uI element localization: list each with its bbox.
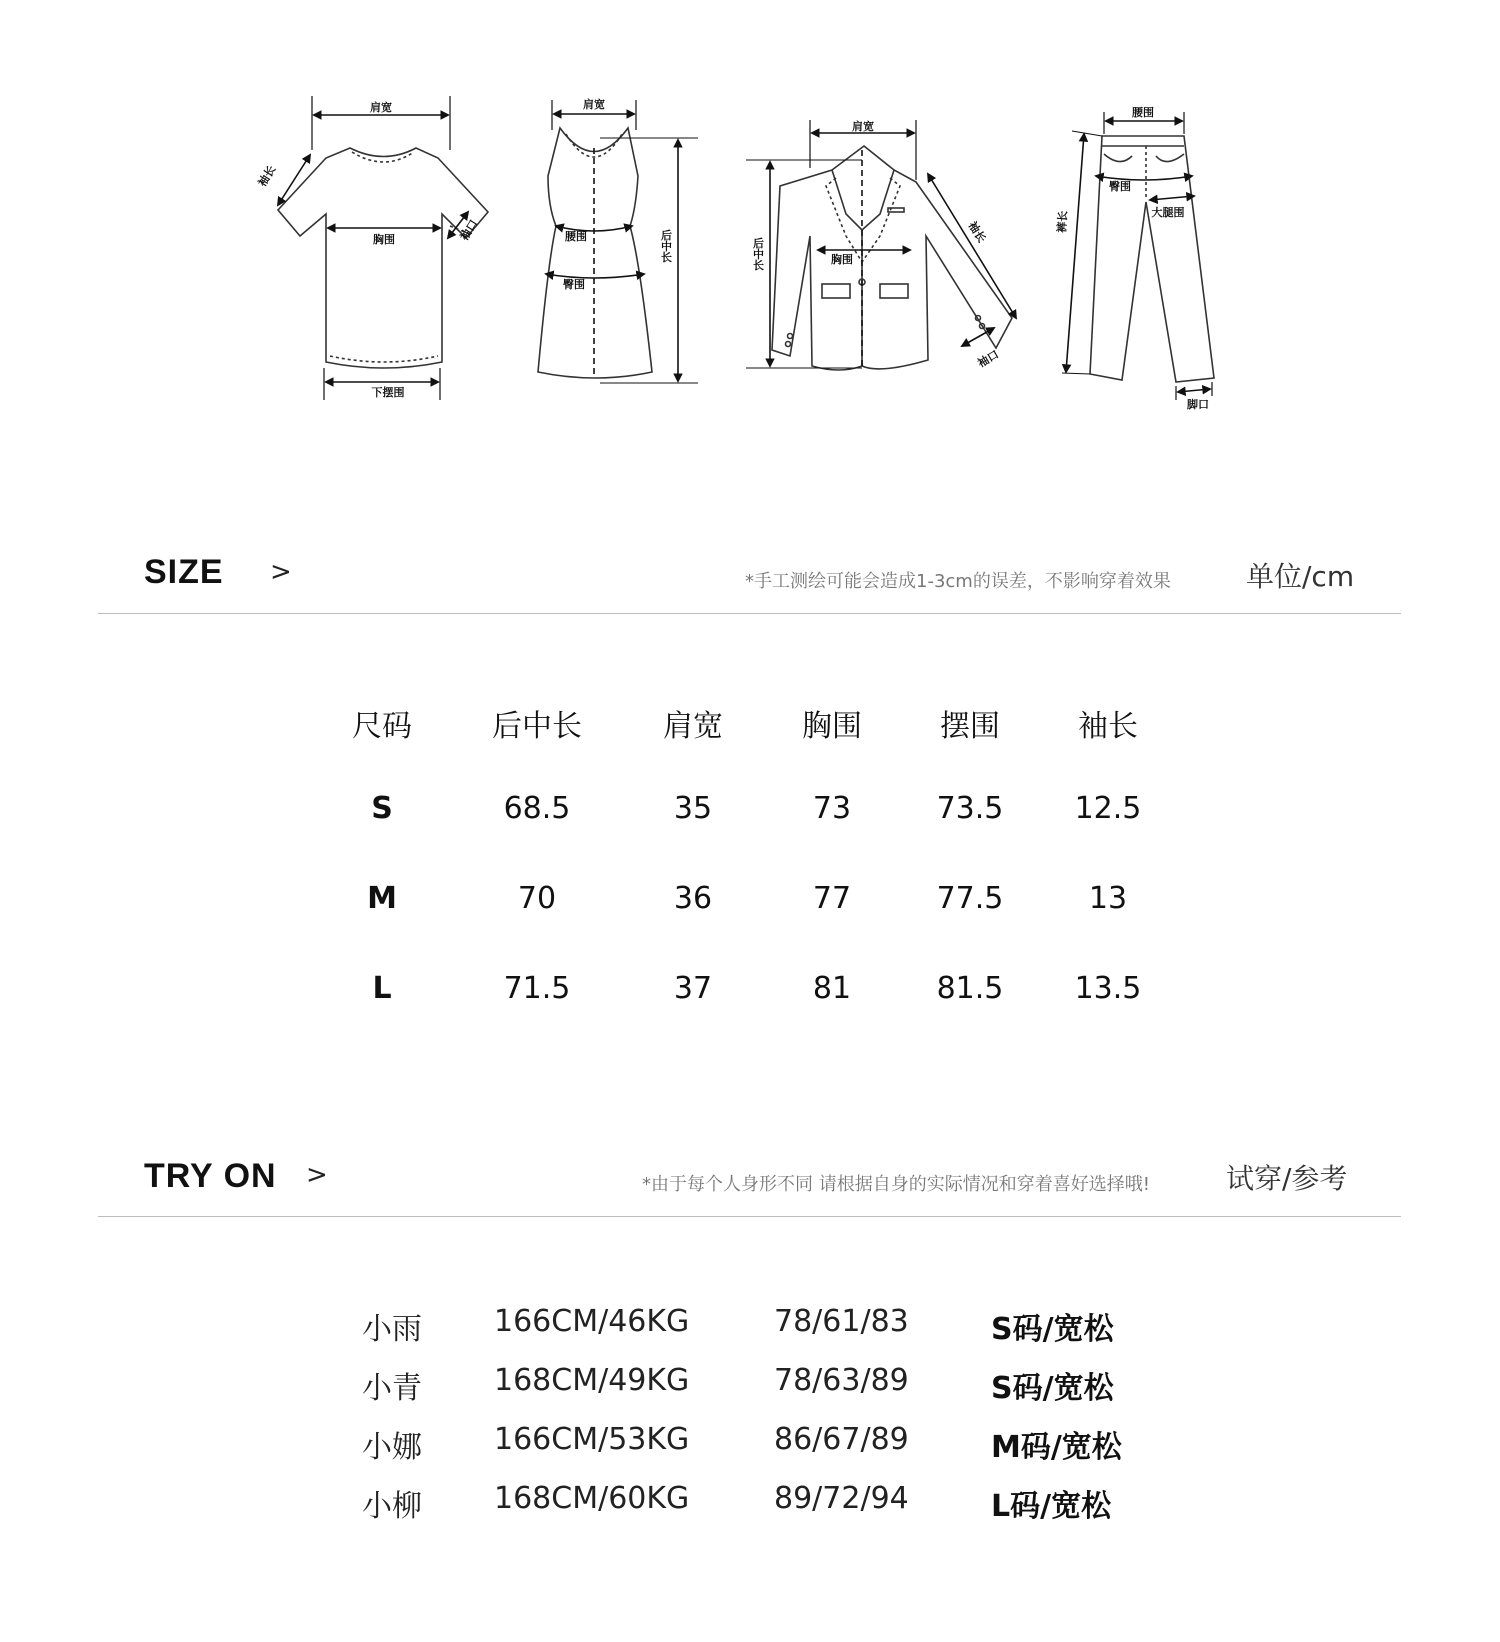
pants-diagram (1062, 112, 1214, 400)
tryon-measurements: 78/61/83 (774, 1304, 909, 1339)
tryon-measurements: 86/67/89 (774, 1422, 909, 1457)
size-section-title: SIZE (144, 553, 224, 591)
tryon-height-weight: 168CM/49KG (494, 1363, 690, 1398)
size-table-header: 尺码 (352, 709, 412, 744)
tryon-model-name: 小娜 (362, 1430, 422, 1465)
size-cell: 68.5 (503, 791, 571, 826)
jacket-sleeve-label: 袖长 (965, 219, 989, 245)
tryon-measurements: 89/72/94 (774, 1481, 909, 1516)
dress-length-label: 后中长 (659, 229, 673, 263)
jacket-cuff-label: 袖口 (975, 347, 1002, 371)
size-cell: S (371, 791, 393, 826)
size-cell: M (367, 881, 397, 916)
tee-sleeve-label: 袖长 (255, 163, 279, 189)
size-cell: 12.5 (1074, 791, 1142, 826)
size-cell: 73.5 (936, 791, 1004, 826)
tee-hem-label: 下摆围 (371, 386, 405, 399)
dress-diagram (538, 100, 698, 383)
size-section-note: *手工测绘可能会造成1-3cm的误差，不影响穿着效果 (745, 571, 1171, 592)
tee-cuff-label: 袖口 (457, 217, 481, 243)
size-table-header: 胸围 (802, 709, 862, 744)
jacket-shoulder-label: 肩宽 (852, 120, 874, 133)
tryon-section-arrow: > (306, 1160, 328, 1190)
size-table-header: 袖长 (1078, 709, 1138, 744)
pants-hem-label: 脚口 (1187, 398, 1209, 411)
size-cell: 13.5 (1074, 971, 1142, 1006)
size-table-header: 摆围 (940, 709, 1000, 744)
size-cell: 77.5 (936, 881, 1004, 916)
size-cell: 70 (517, 881, 557, 916)
tee-chest-label: 胸围 (373, 233, 395, 246)
size-cell: 13 (1088, 881, 1128, 916)
tryon-model-name: 小柳 (362, 1489, 422, 1524)
size-cell: 36 (673, 881, 713, 916)
tryon-height-weight: 168CM/60KG (494, 1481, 690, 1516)
tryon-fit: S码/宽松 (991, 1371, 1114, 1406)
size-cell: 71.5 (503, 971, 571, 1006)
size-cell: 77 (812, 881, 852, 916)
tee-shoulder-label: 肩宽 (370, 101, 392, 114)
size-section-divider (98, 613, 1401, 614)
size-cell: 73 (812, 791, 852, 826)
dress-waist-label: 腰围 (565, 230, 587, 243)
jacket-diagram (746, 120, 1016, 370)
size-cell: 37 (673, 971, 713, 1006)
size-cell: 35 (673, 791, 713, 826)
tryon-measurements: 78/63/89 (774, 1363, 909, 1398)
pants-waist-label: 腰围 (1132, 106, 1154, 119)
measurement-diagrams (0, 0, 1500, 430)
tryon-model-name: 小青 (362, 1371, 422, 1406)
dress-hip-label: 臀围 (563, 278, 585, 291)
tshirt-diagram (278, 96, 488, 400)
size-table-header: 后中长 (492, 709, 582, 744)
pants-length-label: 裤长 (1055, 210, 1070, 234)
pants-hip-label: 臀围 (1109, 180, 1131, 193)
size-cell: 81 (812, 971, 852, 1006)
tryon-section-divider (98, 1216, 1401, 1217)
tryon-section-title: TRY ON (144, 1157, 277, 1195)
size-cell: 81.5 (936, 971, 1004, 1006)
tryon-section-note: *由于每个人身形不同 请根据自身的实际情况和穿着喜好选择哦! (642, 1174, 1150, 1195)
jacket-length-label: 后中长 (751, 237, 765, 271)
tryon-model-name: 小雨 (362, 1312, 422, 1347)
pants-thigh-label: 大腿围 (1151, 206, 1185, 219)
size-section-arrow: > (270, 557, 292, 587)
size-section-unit: 单位/cm (1246, 560, 1355, 593)
size-cell: L (372, 971, 392, 1006)
tryon-fit: L码/宽松 (991, 1489, 1112, 1524)
tryon-section-unit: 试穿/参考 (1226, 1162, 1348, 1195)
size-table-header: 肩宽 (663, 709, 723, 744)
dress-shoulder-label: 肩宽 (583, 98, 605, 111)
tryon-fit: S码/宽松 (991, 1312, 1114, 1347)
tryon-height-weight: 166CM/46KG (494, 1304, 690, 1339)
tryon-fit: M码/宽松 (991, 1430, 1122, 1465)
jacket-chest-label: 胸围 (831, 253, 853, 266)
tryon-height-weight: 166CM/53KG (494, 1422, 690, 1457)
